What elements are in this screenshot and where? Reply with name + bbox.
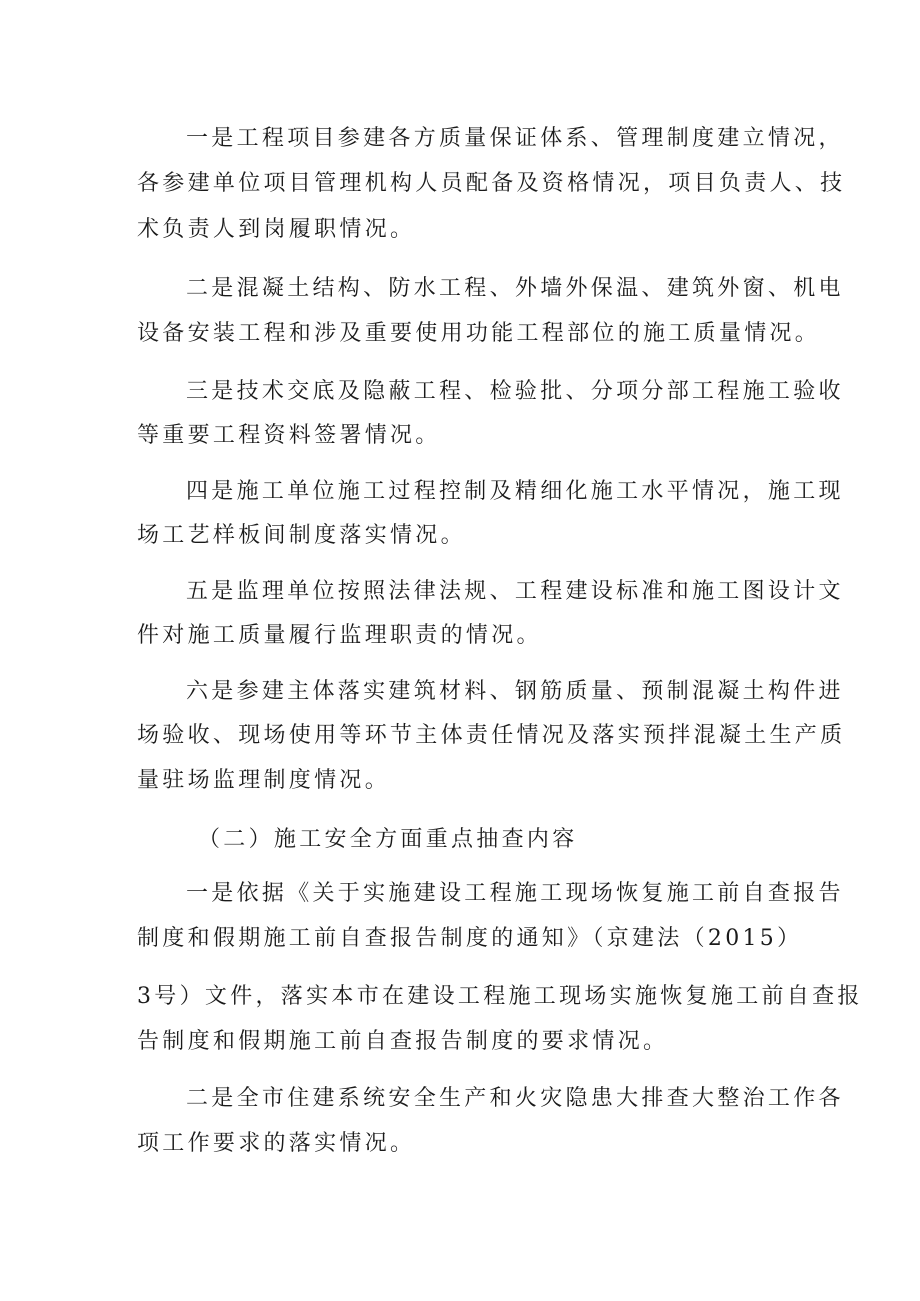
paragraph-1-line-2: 各参建单位项目管理机构人员配备及资格情况，项目负责人、技 xyxy=(137,171,846,196)
safety-paragraph-2-line-2: 项工作要求的落实情况。 xyxy=(137,1131,416,1156)
safety-paragraph-1-line-1: 一是依据《关于实施建设工程施工现场恢复施工前自查报告 xyxy=(186,881,844,906)
paragraph-5-line-2: 件对施工质量履行监理职责的情况。 xyxy=(137,623,542,648)
paragraph-6-line-2: 场验收、现场使用等环节主体责任情况及落实预拌混凝土生产质 xyxy=(137,723,846,748)
paragraph-4-line-1: 四是施工单位施工过程控制及精细化施工水平情况，施工现 xyxy=(186,479,844,504)
paragraph-6-line-1: 六是参建主体落实建筑材料、钢筋质量、预制混凝土构件进 xyxy=(186,679,844,704)
paragraph-1-line-1: 一是工程项目参建各方质量保证体系、管理制度建立情况， xyxy=(186,126,844,151)
paragraph-3-line-2: 等重要工程资料签署情况。 xyxy=(137,423,441,448)
safety-paragraph-2-line-1: 二是全市住建系统安全生产和火灾隐患大排查大整治工作各 xyxy=(186,1086,844,1111)
paragraph-6-line-3: 量驻场监理制度情况。 xyxy=(137,768,391,793)
paragraph-5-line-1: 五是监理单位按照法律法规、工程建设标准和施工图设计文 xyxy=(186,579,844,604)
safety-paragraph-1-line-3: 3号）文件，落实本市在建设工程施工现场实施恢复施工前自查报 xyxy=(137,984,863,1009)
paragraph-4-line-2: 场工艺样板间制度落实情况。 xyxy=(137,523,466,548)
paragraph-2-line-1: 二是混凝土结构、防水工程、外墙外保温、建筑外窗、机电 xyxy=(186,276,844,301)
section-heading: （二）施工安全方面重点抽查内容 xyxy=(198,827,578,852)
safety-paragraph-1-line-4: 告制度和假期施工前自查报告制度的要求情况。 xyxy=(137,1029,669,1054)
paragraph-1-line-3: 术负责人到岗履职情况。 xyxy=(137,217,416,242)
safety-paragraph-1-line-2: 制度和假期施工前自查报告制度的通知》（京建法（2015） xyxy=(137,926,803,951)
paragraph-2-line-2: 设备安装工程和涉及重要使用功能工程部位的施工质量情况。 xyxy=(137,321,821,346)
paragraph-3-line-1: 三是技术交底及隐蔽工程、检验批、分项分部工程施工验收 xyxy=(186,379,844,404)
